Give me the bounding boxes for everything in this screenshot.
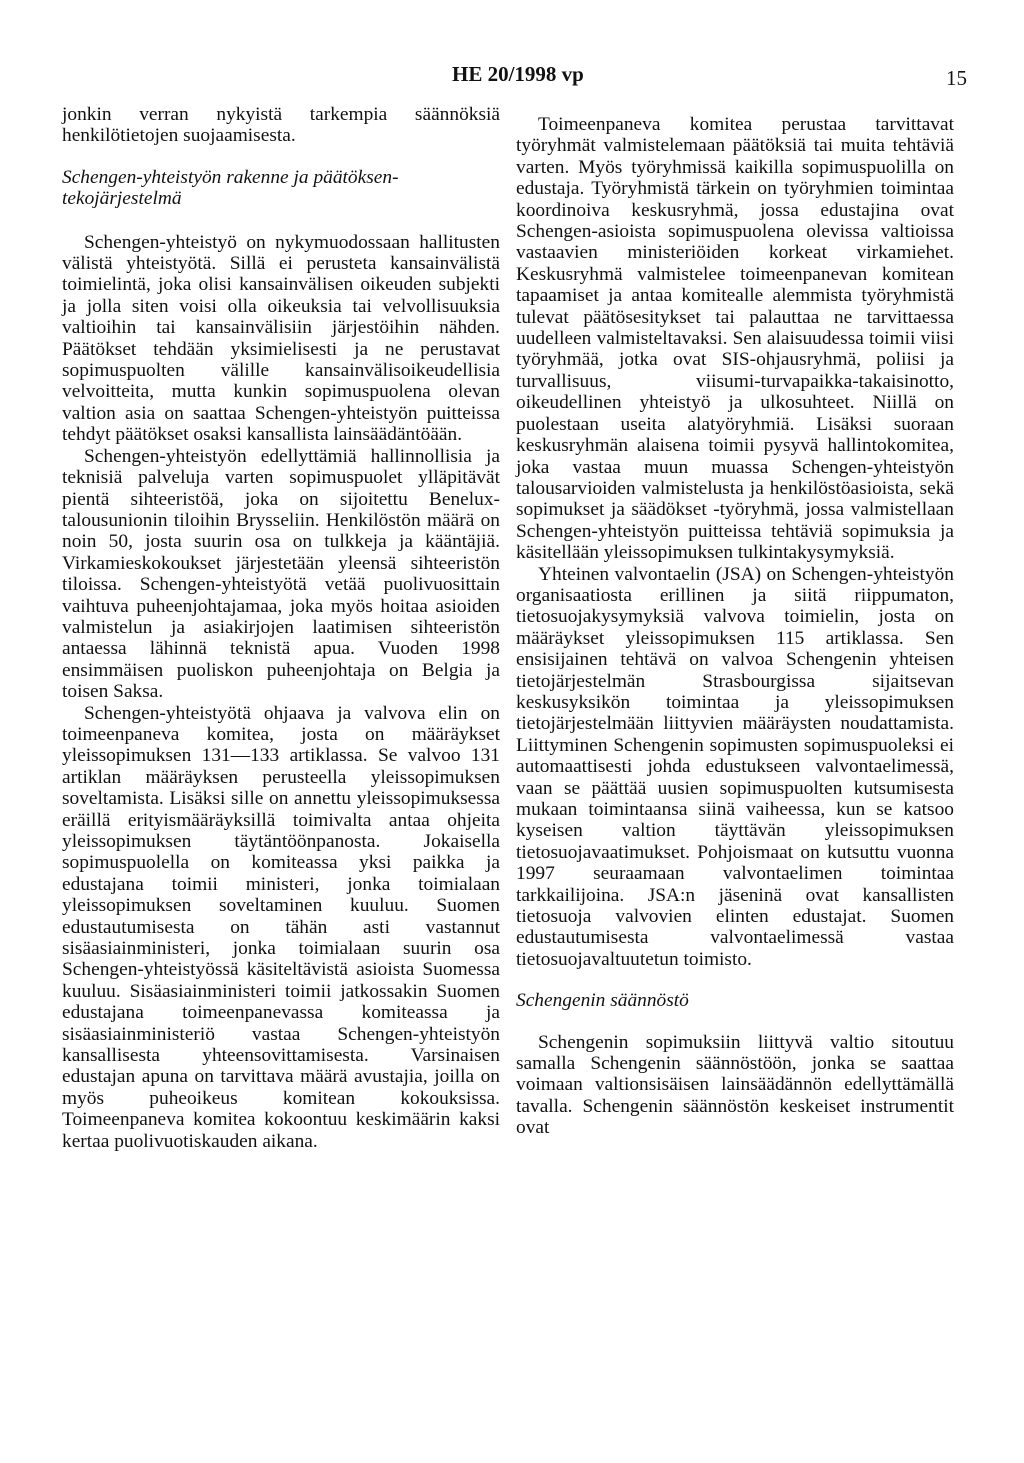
- body-paragraph: Schengen-yhteistyön edellyttämiä hallinnollisia ja teknisiä palveluja varten sopimuspuolet ylläpitävät pientä sihteeristöä, joka on sijoitettu Benelux-talousunionin tiloihin Brysseliin. Henkilöstön määrä on noin 50, josta suurin osa on tulkkeja ja kääntäjiä. Virkamieskokoukset järjestetään yleensä sihteeristön tiloissa. Schengen-yhteistyötä vetää puolivuosittain vaihtuva puheenjohtajamaa, joka myös hoitaa asioiden valmistelun ja asiakirjojen laatimisen sihteeristön antaessa lähinnä teknistä apua. Vuoden 1998 ensimmäisen puoliskon puheenjohtaja on Belgia ja toisen Saksa.: [62, 445, 500, 703]
- body-paragraph: Schengen-yhteistyötä ohjaava ja valvova elin on toimeenpaneva komitea, josta on määräykset yleissopimuksen 131—133 artiklassa. Se valvoo 131 artiklan määräyksen perusteella yleissopimuksen soveltamista. Lisäksi sille on annettu yleissopimuksessa eräillä erityismääräyksillä toimivalta antaa ohjeita yleissopimuksen täytäntöönpanosta. Jokaisella sopimuspuolella on komiteassa yksi paikka ja edustajana toimii ministeri, jonka toimialaan yleissopimuksen soveltaminen kuuluu. Suomen edustautumisesta on tähän asti vastannut sisäasiainministeri, jonka toimialaan suurin osa Schengen-yhteistyössä käsiteltävistä asioista Suomessa kuuluu. Sisäasiainministeri toimii jatkossakin Suomen edustajana toimeenpanevassa komiteassa ja sisäasiainministeriö vastaa Schengen-yhteistyön kansallisesta yhteensovittamisesta. Varsinaisen edustajan apuna on tarvittava määrä avustajia, joilla on myös puheoikeus komitean kokouksissa. Toimeenpaneva komitea kokoontuu keskimäärin kaksi kertaa puolivuotiskauden aikana.: [62, 702, 500, 1152]
- document-id: HE 20/1998 vp: [452, 62, 584, 86]
- body-paragraph: Schengenin sopimuksiin liittyvä valtio sitoutuu samalla Schengenin säännöstöön, jonka se saattaa voimaan valtionsisäisen lainsäädännön edellyttämällä tavalla. Schengenin säännöstön keskeiset instrumentit ovat: [516, 1031, 954, 1139]
- page-header: [0, 62, 1024, 92]
- body-paragraph: Yhteinen valvontaelin (JSA) on Schengen-yhteistyön organisaatiosta erillinen ja siitä riippumaton, tietosuojakysymyksiä valvova toimielin, josta on määräykset yleissopimuksen 115 artiklassa. Sen ensisijainen tehtävä on valvoa Schengenin yhteisen tietojärjestelmän Strasbourgissa sijaitsevan keskusyksikön toimintaa ja yleissopimuksen tietojärjestelmään liittyvien määräysten noudattamista. Liittyminen Schengenin sopimusten sopimuspuoleksi ei automaattisesti johda edustukseen valvontaelimessä, vaan se päättää uusien sopimuspuolten kutsumisesta mukaan toimintaansa siinä vaiheessa, kun se katsoo kyseisen valtion täyttävän yleissopimuksen tietosuojavaatimukset. Pohjoismaat on kutsuttu vuonna 1997 seuraamaan valvontaelimen toimintaa tarkkailijoina. JSA:n jäseninä ovat kansallisten tietosuoja valvovien elinten edustajat. Suomen edustautumisesta valvontaelimessä vastaa tietosuojavaltuutetun toimisto.: [516, 563, 954, 970]
- left-column: [62, 104, 500, 1152]
- page-number: 15: [946, 66, 967, 90]
- right-column: [516, 104, 954, 1139]
- intro-paragraph: jonkin verran nykyistä tarkempia säännöksiä henkilötietojen suojaamisesta.: [62, 104, 500, 147]
- section-heading-regulations: Schengenin säännöstö: [516, 990, 689, 1012]
- section-heading-structure: Schengen-yhteistyön rakenne ja päätöksen-tekojärjestelmä: [62, 166, 399, 210]
- body-paragraph: Schengen-yhteistyö on nykymuodossaan hallitusten välistä yhteistyötä. Sillä ei perusteta kansainvälistä toimielintä, joka olisi kansainvälisen oikeuden subjekti ja jolla siten voisi olla oikeuksia tai velvollisuuksia valtioihin tai kansainvälisiin järjestöihin nähden. Päätökset tehdään yksimielisesti ja ne perustavat sopimuspuolten välille kansainvälisoikeudellisia velvoitteita, mutta kunkin sopimuspuolena olevan valtion asia on saattaa Schengen-yhteistyön puitteissa tehdyt päätökset osaksi kansallista lainsäädäntöään.: [62, 231, 500, 446]
- body-paragraph: Toimeenpaneva komitea perustaa tarvittavat työryhmät valmistelemaan päätöksiä tai muita tehtäviä varten. Myös työryhmissä kaikilla sopimuspuolilla on edustaja. Työryhmistä tärkein on työryhmien toimintaa koordinoiva keskusryhmä, jossa edustajina ovat Schengen-asioista sopimuspuolena olevissa valtioissa vastaavien ministeriöiden korkeat virkamiehet. Keskusryhmä valmistelee toimeenpanevan komitean tapaamiset ja antaa komitealle alemmista työryhmistä tulevat päätösesitykset tai palauttaa ne tarvittaessa uudelleen valmisteltavaksi. Sen alaisuudessa toimii viisi työryhmää, jotka ovat SIS-ohjausryhmä, poliisi ja turvallisuus, viisumi-turvapaikka-takaisinotto, oikeudellinen yhteistyö ja ulkosuhteet. Niillä on puolestaan useita alatyöryhmiä. Lisäksi suoraan keskusryhmän alaisena toimii pysyvä hallintokomitea, joka vastaa muun muassa Schengen-yhteistyön talousarvioiden valmistelusta ja henkilöstöasioista, sekä sopimukset ja säädökset -työryhmä, jossa valmistellaan Schengen-yhteistyön puitteissa tehtäviä sopimuksia ja käsitellään yleissopimuksen tulkintakysymyksiä.: [516, 114, 954, 564]
